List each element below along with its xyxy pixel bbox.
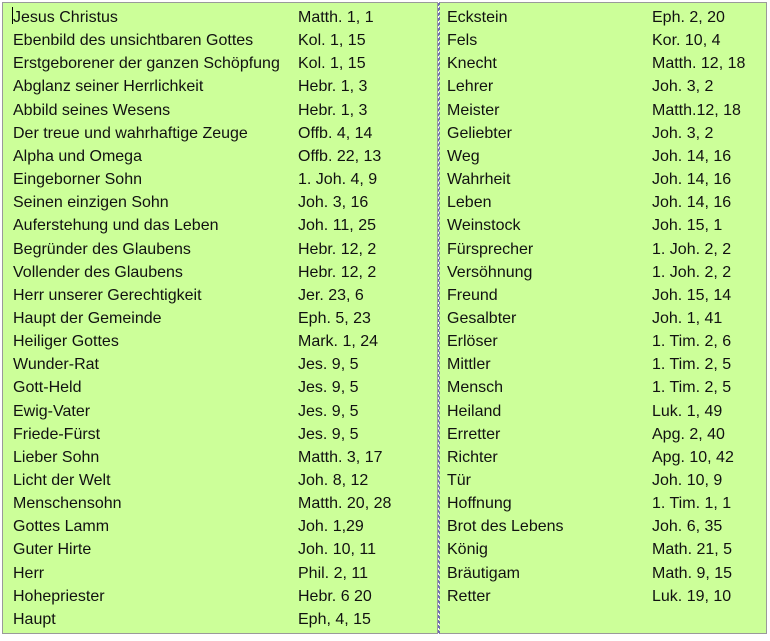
bible-reference: Math. 21, 5	[652, 541, 733, 559]
bible-reference: Matth. 1, 1	[298, 9, 374, 26]
title-name: Heiland	[447, 402, 502, 420]
title-name: Wunder-Rat	[13, 356, 99, 374]
table-row	[440, 75, 766, 98]
table-row	[3, 6, 437, 29]
table-row	[3, 261, 437, 284]
bible-reference: Offb. 4, 14	[298, 124, 373, 142]
table-row	[3, 400, 437, 423]
title-name: Guter Hirte	[13, 541, 92, 559]
title-name: Fels	[447, 32, 478, 50]
title-name: Geliebter	[447, 124, 512, 142]
title-name: Brot des Lebens	[447, 518, 564, 536]
title-name: Bräutigam	[447, 564, 520, 582]
table-row	[440, 376, 766, 399]
bible-reference: Apg. 10, 42	[652, 448, 734, 466]
table-row	[3, 99, 437, 122]
bible-reference: Matth. 20, 28	[298, 495, 392, 513]
title-name: Weinstock	[447, 217, 521, 235]
table-row	[440, 284, 766, 307]
title-name: Jesus Christus	[13, 9, 118, 26]
bible-reference: Luk. 19, 10	[652, 587, 732, 605]
bible-reference: Luk. 1, 49	[652, 402, 723, 420]
table-row	[440, 191, 766, 214]
title-name: Hoffnung	[447, 495, 512, 513]
table-row	[440, 52, 766, 75]
bible-reference: Jes. 9, 5	[298, 425, 359, 443]
title-name: Heiliger Gottes	[13, 333, 119, 351]
document-page	[2, 2, 767, 636]
bible-reference: Joh. 15, 14	[652, 286, 732, 304]
bible-reference: Hebr. 1, 3	[298, 78, 368, 96]
title-name: Mensch	[447, 379, 504, 397]
table-row	[3, 608, 437, 631]
bible-reference: Eph, 4, 15	[298, 610, 371, 628]
table-row	[3, 562, 437, 585]
bible-reference: Hebr. 12, 2	[298, 263, 377, 281]
table-row	[440, 122, 766, 145]
table-row	[3, 585, 437, 608]
table-row	[3, 307, 437, 330]
table-row	[440, 538, 766, 561]
title-name: Erlöser	[447, 333, 498, 351]
title-name: Richter	[447, 448, 498, 466]
table-row	[3, 446, 437, 469]
bible-reference: 1. Joh. 2, 2	[652, 240, 732, 258]
title-name: Leben	[447, 194, 492, 212]
bible-reference: Joh. 6, 35	[652, 518, 723, 536]
table-row	[3, 469, 437, 492]
title-name: Erretter	[447, 425, 501, 443]
names-column-right[interactable]	[439, 2, 767, 634]
table-row	[3, 75, 437, 98]
table-row	[3, 214, 437, 237]
bible-reference: 1. Tim. 2, 6	[652, 333, 732, 351]
title-name: Haupt der Gemeinde	[13, 309, 162, 327]
bible-reference: Joh. 14, 16	[652, 147, 732, 165]
table-row	[440, 6, 766, 29]
bible-reference: Joh. 3, 16	[298, 194, 369, 212]
title-name: Begründer des Glaubens	[13, 240, 191, 258]
table-row	[3, 492, 437, 515]
table-row	[440, 353, 766, 376]
bible-reference: Jes. 9, 5	[298, 402, 359, 420]
bible-reference: Hebr. 1, 3	[298, 101, 368, 119]
title-name: Alpha und Omega	[13, 147, 142, 165]
bible-reference: Joh. 14, 16	[652, 194, 732, 212]
table-row	[440, 238, 766, 261]
title-name: Eingeborner Sohn	[13, 171, 142, 189]
table-row	[440, 469, 766, 492]
bible-reference: Math. 9, 15	[652, 564, 733, 582]
table-row	[440, 492, 766, 515]
bible-reference: Hebr. 12, 2	[298, 240, 377, 258]
bible-reference: 1. Tim. 1, 1	[652, 495, 732, 513]
title-name: Hohepriester	[13, 587, 105, 605]
title-name: König	[447, 541, 488, 559]
table-row	[440, 29, 766, 52]
title-name: Ewig-Vater	[13, 402, 91, 420]
title-name: Lehrer	[447, 78, 494, 96]
bible-reference: Mark. 1, 24	[298, 333, 379, 351]
title-name: Haupt	[13, 610, 56, 628]
title-name: Der treue und wahrhaftige Zeuge	[13, 124, 248, 142]
title-name: Menschensohn	[13, 495, 122, 513]
title-name: Gottes Lamm	[13, 518, 110, 536]
title-name: Licht der Welt	[13, 472, 111, 489]
title-name: Ebenbild des unsichtbaren Gottes	[13, 32, 254, 50]
title-name: Seinen einzigen Sohn	[13, 194, 169, 212]
bible-reference: Kol. 1, 15	[298, 32, 366, 50]
title-name: Wahrheit	[447, 171, 511, 189]
title-name: Meister	[447, 101, 500, 119]
table-row	[440, 214, 766, 237]
bible-reference: Matth. 3, 17	[298, 448, 383, 466]
table-row	[440, 585, 766, 608]
table-row	[440, 145, 766, 168]
bible-reference: Phil. 2, 11	[298, 564, 368, 582]
title-name: Knecht	[447, 55, 497, 73]
bible-reference: Joh. 10, 11	[298, 541, 376, 559]
table-row	[3, 145, 437, 168]
bible-reference: Kor. 10, 4	[652, 32, 721, 50]
title-name: Auferstehung und das Leben	[13, 217, 219, 235]
bible-reference: Joh. 1, 41	[652, 309, 723, 327]
table-row	[3, 191, 437, 214]
bible-reference: Joh. 3, 2	[652, 124, 714, 142]
table-row	[440, 330, 766, 353]
table-row	[3, 284, 437, 307]
table-row	[440, 261, 766, 284]
title-name: Versöhnung	[447, 263, 533, 281]
table-row	[440, 446, 766, 469]
title-name: Freund	[447, 286, 498, 304]
bible-reference: Matth. 12, 18	[652, 55, 746, 73]
bible-reference: Kol. 1, 15	[298, 55, 366, 73]
title-name: Friede-Fürst	[13, 425, 101, 443]
table-row	[3, 238, 437, 261]
title-name: Abglanz seiner Herrlichkeit	[13, 78, 204, 96]
table-row	[3, 376, 437, 399]
title-name: Herr	[13, 564, 45, 582]
table-row	[440, 400, 766, 423]
bible-reference: Matth.12, 18	[652, 101, 741, 119]
table-row	[3, 52, 437, 75]
title-name: Retter	[447, 587, 491, 605]
table-row	[3, 353, 437, 376]
title-name: Erstgeborener der ganzen Schöpfung	[13, 55, 280, 73]
bible-reference: 1. Joh. 2, 2	[652, 263, 732, 281]
title-name: Mittler	[447, 356, 491, 374]
bible-reference: Jes. 9, 5	[298, 356, 359, 374]
table-row	[3, 538, 437, 561]
bible-reference: Eph. 2, 20	[652, 9, 725, 26]
bible-reference: 1. Tim. 2, 5	[652, 379, 732, 397]
table-row	[440, 168, 766, 191]
table-row	[3, 515, 437, 538]
table-row	[3, 122, 437, 145]
title-name: Gott-Held	[13, 379, 82, 397]
bible-reference: Jer. 23, 6	[298, 286, 364, 304]
bible-reference: Jes. 9, 5	[298, 379, 359, 397]
table-row	[440, 99, 766, 122]
table-row	[3, 330, 437, 353]
table-row	[440, 307, 766, 330]
title-name: Fürsprecher	[447, 240, 534, 258]
title-name: Eckstein	[447, 9, 508, 26]
title-name: Lieber Sohn	[13, 448, 100, 466]
title-name: Tür	[447, 472, 471, 489]
table-row	[3, 168, 437, 191]
title-name: Herr unserer Gerechtigkeit	[13, 286, 202, 304]
table-row	[440, 423, 766, 446]
bible-reference: 1. Joh. 4, 9	[298, 171, 378, 189]
bible-reference: Joh. 10, 9	[652, 472, 723, 489]
bible-reference: Joh. 15, 1	[652, 217, 723, 235]
title-name: Weg	[447, 147, 480, 165]
bible-reference: Joh. 3, 2	[652, 78, 714, 96]
bible-reference: Eph. 5, 23	[298, 309, 371, 327]
table-row	[440, 562, 766, 585]
table-row	[440, 515, 766, 538]
bible-reference: Joh. 1,29	[298, 518, 364, 536]
title-name: Abbild seines Wesens	[13, 101, 171, 119]
bible-reference: Offb. 22, 13	[298, 147, 382, 165]
names-column-left[interactable]	[2, 2, 438, 634]
bible-reference: Hebr. 6 20	[298, 587, 372, 605]
bible-reference: 1. Tim. 2, 5	[652, 356, 732, 374]
bible-reference: Joh. 14, 16	[652, 171, 732, 189]
title-name: Vollender des Glaubens	[13, 263, 183, 281]
title-name: Gesalbter	[447, 309, 517, 327]
table-row	[3, 29, 437, 52]
bible-reference: Joh. 11, 25	[298, 217, 376, 235]
bible-reference: Apg. 2, 40	[652, 425, 725, 443]
bible-reference: Joh. 8, 12	[298, 472, 369, 489]
table-row	[3, 423, 437, 446]
